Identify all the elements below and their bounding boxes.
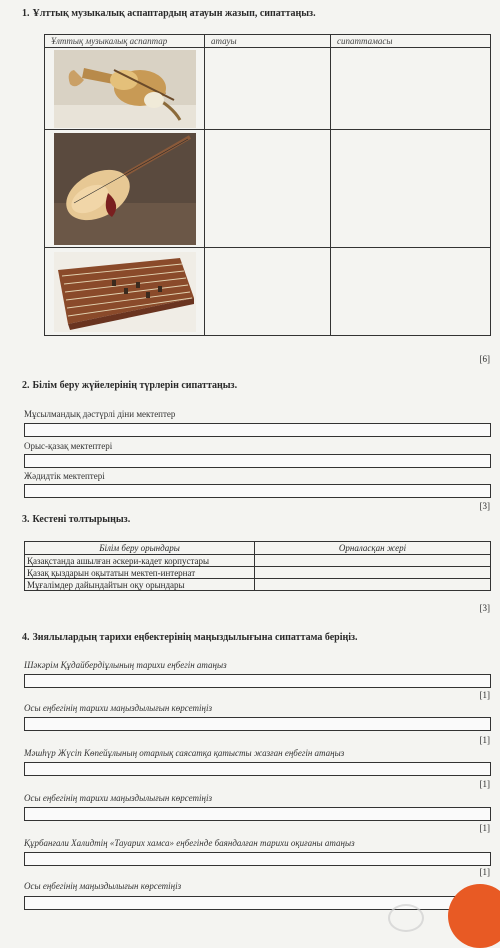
q2-answer-field[interactable] (24, 423, 491, 437)
q2-item-label: Мұсылмандық дәстүрлі діни мектептер (24, 409, 176, 419)
col-instruments: Ұлттық музыкалық аспаптар (45, 35, 205, 48)
col-location: Орналасқан жері (255, 542, 491, 555)
col-description: сипаттамасы (331, 35, 491, 48)
q2-score: [3] (479, 501, 490, 511)
q4-item-score: [1] (479, 735, 490, 745)
dombra-photo (54, 133, 196, 245)
floating-action-button[interactable] (448, 884, 500, 948)
kobyz-photo (54, 50, 196, 128)
education-table (24, 541, 491, 591)
q4-title (22, 632, 358, 643)
institution-cell: Қазақ қыздарын оқытатын мектеп-интернат (25, 567, 255, 579)
q4-item-score: [1] (479, 779, 490, 789)
instruments-table-header (45, 35, 491, 48)
table-row (45, 130, 491, 248)
q1-score: [6] (479, 354, 490, 364)
q4-answer-field[interactable] (24, 762, 491, 776)
q4-answer-field[interactable] (24, 717, 491, 731)
q4-item-label: Осы еңбегінің тарихи маңыздылығын көрсетіңіз (24, 793, 212, 803)
q4-item-score: [1] (479, 867, 490, 877)
q4-answer-field[interactable] (24, 896, 491, 910)
q2-item-label: Жәдидтік мектептері (24, 471, 105, 481)
location-cell[interactable] (255, 555, 491, 567)
q1-title (22, 8, 316, 19)
instrument-photo-cell (45, 48, 205, 130)
location-cell[interactable] (255, 567, 491, 579)
q3-title (22, 514, 130, 525)
q2-title-text: Білім беру жүйелерінің түрлерін сипаттаңыз. (32, 380, 238, 391)
education-table-header (25, 542, 491, 555)
col-institutions: Білім беру орындары (25, 542, 255, 555)
institution-cell: Қазақстанда ашылған әскери-кадет корпустары (25, 555, 255, 567)
table-row (45, 48, 491, 130)
overlay-icon (388, 904, 424, 932)
col-name: атауы (205, 35, 331, 48)
q4-item-label: Шәкәрім Құдайбердіұлының тарихи еңбегін атаңыз (24, 660, 227, 670)
q4-item-label: Осы еңбегінің маңыздылығын көрсетіңіз (24, 881, 182, 891)
table-row (25, 579, 491, 591)
table-row (25, 567, 491, 579)
answer-name-cell[interactable] (205, 248, 331, 336)
answer-name-cell[interactable] (205, 48, 331, 130)
q4-item-label: Осы еңбегінің тарихи маңыздылығын көрсетіңіз (24, 703, 212, 713)
q1-title-text: Ұлттық музыкалық аспаптардың атауын жазып, сипаттаңыз. (32, 8, 316, 19)
institution-cell: Мұғалімдер дайындайтын оқу орындары (25, 579, 255, 591)
answer-description-cell[interactable] (331, 248, 491, 336)
q3-number: 3. (22, 514, 30, 525)
table-row (45, 248, 491, 336)
q3-title-text: Кестені толтырыңыз. (32, 514, 131, 525)
answer-description-cell[interactable] (331, 48, 491, 130)
q4-item-score: [1] (479, 823, 490, 833)
q4-answer-field[interactable] (24, 807, 491, 821)
q2-answer-field[interactable] (24, 484, 491, 498)
zhetigen-photo (54, 252, 196, 332)
instrument-photo-cell (45, 248, 205, 336)
instrument-photo-cell (45, 130, 205, 248)
instruments-table (44, 34, 491, 336)
answer-description-cell[interactable] (331, 130, 491, 248)
q2-item-label: Орыс-қазақ мектептері (24, 441, 113, 451)
q4-item-label: Мәшһүр Жүсіп Көпейұлының отарлық саясатқа қатысты жазған еңбегін атаңыз (24, 748, 345, 758)
q4-answer-field[interactable] (24, 852, 491, 866)
table-row (25, 555, 491, 567)
q4-answer-field[interactable] (24, 674, 491, 688)
q2-number: 2. (22, 380, 30, 391)
q4-item-score: [1] (479, 690, 490, 700)
q2-title (22, 380, 237, 391)
q4-item-label: Құрбанғали Халидтің «Тауарих хамса» еңбегінде баяндалған тарихи оқиғаны атаңыз (24, 838, 355, 848)
q1-number: 1. (22, 8, 30, 19)
location-cell[interactable] (255, 579, 491, 591)
answer-name-cell[interactable] (205, 130, 331, 248)
q3-score: [3] (479, 603, 490, 613)
q4-title-text: Зиялылардың тарихи еңбектерінің маңыздылығына сипаттама беріңіз. (32, 632, 358, 643)
q4-number: 4. (22, 632, 30, 643)
q2-answer-field[interactable] (24, 454, 491, 468)
